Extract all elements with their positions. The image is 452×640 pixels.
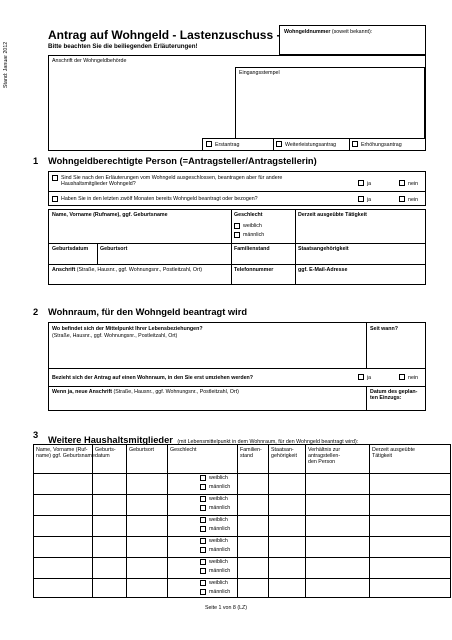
seit-wann-label: Seit wann? (370, 326, 398, 332)
side-date-note: Stand: Januar 2012 (3, 41, 9, 88)
erhoehungsantrag-checkbox[interactable] (352, 141, 358, 147)
member-2-maennlich-label: männlich (209, 505, 231, 511)
member-6-maennlich-label: männlich (209, 589, 231, 595)
member-6-maennlich-checkbox[interactable] (200, 589, 206, 595)
wohngeldnummer-note: (soweit bekannt): (331, 29, 373, 35)
col-header-name: Name, Vorname (Ruf- name) ggf. Geburtsname (36, 447, 95, 460)
mittelpunkt-note: (Straße, Hausnr., ggf. Wohnungsnr., Postleitzahl, Ort) (52, 333, 178, 339)
erhoehungsantrag-label: Erhöhungsantrag (361, 142, 402, 148)
member-3-maennlich-label: männlich (209, 526, 231, 532)
q2-text: Haben Sie in den letzten zwölf Monaten bereits Wohngeld beantragt oder bezogen? (61, 196, 258, 202)
member-5-weiblich-checkbox[interactable] (200, 559, 206, 565)
col-header-familienstand: Familien- stand (240, 447, 262, 460)
member-1-maennlich-label: männlich (209, 484, 231, 490)
member-1-weiblich-label: weiblich (209, 475, 228, 481)
col-geschlecht-label: Geschlecht (234, 212, 263, 218)
wohngeldnummer-label: Wohngeldnummer (284, 29, 331, 35)
section-3-title-note: (mit Lebensmittelpunkt in dem Wohnraum, für den Wohngeld beantragt wird): (177, 439, 359, 445)
col-taetigkeit-label: Derzeit ausgeübte Tätigkeit (298, 212, 367, 218)
member-6-weiblich-label: weiblich (209, 580, 228, 586)
umziehen-ja-label: ja (367, 375, 372, 381)
antrag-type-row (202, 138, 426, 151)
weiblich-label: weiblich (243, 223, 262, 229)
section-1-questions (48, 171, 426, 206)
member-1-weiblich-checkbox[interactable] (200, 475, 206, 481)
col-header-staatsangehoerigkeit: Staatsan- gehörigkeit (271, 447, 297, 460)
section-3-number: 3 (33, 430, 39, 440)
member-4-maennlich-label: männlich (209, 547, 231, 553)
wohngeldnummer-box[interactable] (279, 25, 426, 55)
member-4-weiblich-label: weiblich (209, 538, 228, 544)
umziehen-nein-label: nein (408, 375, 419, 381)
weiterleistungsantrag-label: Weiterleistungsantrag (285, 142, 337, 148)
weiblich-checkbox[interactable] (234, 223, 240, 229)
col-header-geburtsdatum: Geburts- datum (95, 447, 116, 460)
col-header-geschlecht: Geschlecht (170, 447, 197, 453)
section-1-personal-table (48, 209, 426, 285)
neue-anschrift-note: (Straße, Hausnr., ggf. Wohnungsnr., Postleitzahl, Ort) (113, 389, 239, 395)
maennlich-label: männlich (243, 232, 265, 238)
col-header-taetigkeit: Derzeit ausgeübte Tätigkeit (372, 447, 415, 460)
authority-address-box[interactable] (48, 55, 426, 151)
section-1-title: Wohngeldberechtigte Person (=Antragsteller/Antragstellerin) (48, 156, 317, 166)
page-footer: Seite 1 von 8 (LZ) (204, 605, 248, 611)
section-3-title: Weitere Haushaltsmitglieder (48, 435, 173, 445)
member-3-weiblich-label: weiblich (209, 517, 228, 523)
col-telefon-label: Telefonnummer (234, 267, 274, 273)
datum-einzug-label-2: ten Einzugs: (370, 395, 402, 401)
member-3-maennlich-checkbox[interactable] (200, 526, 206, 532)
member-6-weiblich-checkbox[interactable] (200, 580, 206, 586)
page-title: Antrag auf Wohngeld - Lastenzuschuss - (48, 28, 281, 42)
col-familienstand-label: Familienstand (234, 246, 270, 252)
weiterleistungsantrag-checkbox[interactable] (276, 141, 282, 147)
neue-anschrift-label: Wenn ja, neue Anschrift (52, 389, 113, 395)
section-2-table (48, 322, 426, 411)
member-2-weiblich-label: weiblich (209, 496, 228, 502)
q1-nein-label: nein (408, 181, 419, 187)
eingangsstempel-box (235, 67, 425, 139)
member-5-weiblich-label: weiblich (209, 559, 228, 565)
q1-line1: Sind Sie nach den Erläuterungen vom Wohngeld ausgeschlossen, beantragen aber für andere (61, 175, 283, 181)
eingangsstempel-label: Eingangsstempel (239, 70, 280, 76)
datum-einzug-label-1: Datum des geplan- (370, 389, 418, 395)
page-subtitle: Bitte beachten Sie die beiliegenden Erläuterungen! (48, 43, 198, 50)
member-3-weiblich-checkbox[interactable] (200, 517, 206, 523)
q1-line2: Haushaltsmitglieder Wohngeld? (61, 181, 136, 187)
q2-ja-label: ja (367, 197, 372, 203)
anschrift-label: Anschrift der Wohngeldbehörde (52, 58, 127, 64)
erstantrag-label: Erstantrag (215, 142, 240, 148)
maennlich-checkbox[interactable] (234, 232, 240, 238)
member-4-maennlich-checkbox[interactable] (200, 547, 206, 553)
erstantrag-checkbox[interactable] (206, 141, 212, 147)
member-2-maennlich-checkbox[interactable] (200, 505, 206, 511)
col-header-geburtsort: Geburtsort (129, 447, 155, 453)
umziehen-question: Bezieht sich der Antrag auf einen Wohnraum, in den Sie erst umziehen werden? (52, 375, 254, 381)
umziehen-nein-checkbox[interactable] (399, 374, 405, 380)
col-geburtsort-label: Geburtsort (100, 246, 128, 252)
mittelpunkt-label: Wo befindet sich der Mittelpunkt Ihrer Lebensbeziehungen? (52, 326, 203, 332)
member-2-weiblich-checkbox[interactable] (200, 496, 206, 502)
q2-ja-checkbox[interactable] (358, 196, 364, 202)
member-5-maennlich-checkbox[interactable] (200, 568, 206, 574)
q1-ja-checkbox[interactable] (358, 180, 364, 186)
q2-nein-checkbox[interactable] (399, 196, 405, 202)
col-anschrift-note: (Straße, Hausnr., ggf. Wohnungsnr., Postleitzahl, Ort) (76, 267, 203, 273)
previous-application-checkbox[interactable] (52, 196, 58, 202)
section-1-number: 1 (33, 156, 39, 166)
excluded-checkbox[interactable] (52, 175, 58, 181)
member-4-weiblich-checkbox[interactable] (200, 538, 206, 544)
col-geburtsdatum-label: Geburtsdatum (52, 246, 89, 252)
household-members-table (33, 444, 451, 598)
member-1-maennlich-checkbox[interactable] (200, 484, 206, 490)
col-header-verhaeltnis: Verhältnis zur antragstellen- den Person (308, 447, 341, 466)
q1-nein-checkbox[interactable] (399, 180, 405, 186)
col-anschrift-label: Anschrift (52, 267, 76, 273)
member-5-maennlich-label: männlich (209, 568, 231, 574)
col-email-label: ggf. E-Mail-Adresse (298, 267, 348, 273)
section-2-number: 2 (33, 307, 39, 317)
q2-nein-label: nein (408, 197, 419, 203)
umziehen-ja-checkbox[interactable] (358, 374, 364, 380)
section-2-title: Wohnraum, für den Wohngeld beantragt wird (48, 307, 248, 317)
q1-ja-label: ja (367, 181, 372, 187)
col-staatsangehoerigkeit-label: Staatsangehörigkeit (298, 246, 349, 252)
col-name-label: Name, Vorname (Rufname), ggf. Geburtsname (52, 212, 168, 218)
